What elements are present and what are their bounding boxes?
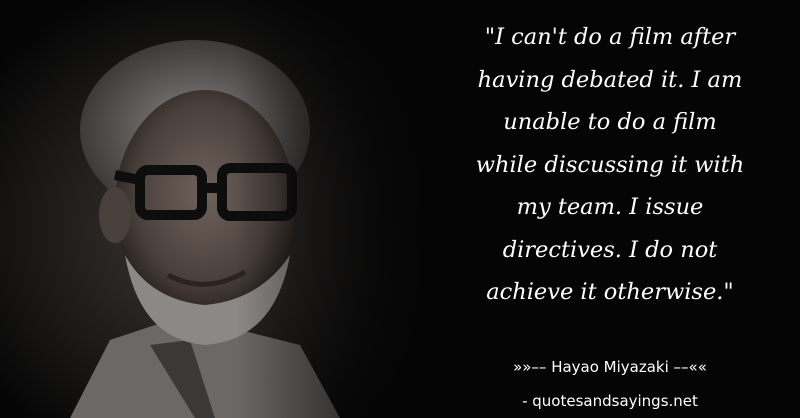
quote-line: "I can't do a film after: [484, 24, 736, 50]
quote-line: achieve it otherwise.": [486, 279, 734, 305]
quote-text: [440, 16, 780, 314]
quote-line: directives. I do not: [502, 236, 718, 263]
quote-line: unable to do a film: [503, 109, 717, 135]
quote-line: my team. I issue: [516, 194, 704, 220]
quote-author: »»–– Hayao Miyazaki ––««: [513, 358, 707, 376]
source-site: - quotesandsayings.net: [522, 392, 698, 410]
quote-line: while discussing it with: [475, 151, 745, 178]
quote-line: having debated it. I am: [477, 66, 743, 93]
